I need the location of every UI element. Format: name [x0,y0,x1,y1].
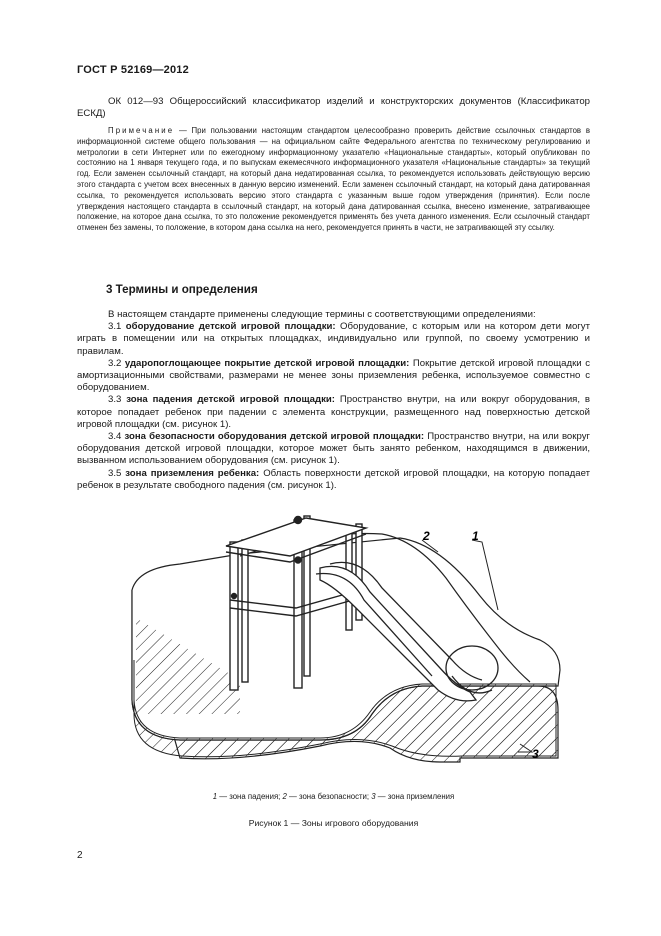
term-number: 3.3 [108,394,127,406]
term-3-5 [77,468,590,492]
callout-3: 3 [532,747,539,761]
playground-zones-figure [120,500,570,770]
note-paragraph [77,126,590,234]
term-definition: Область поверхности детской игровой площадки, на которую попадает ребенок в результате свободного падения (см. рисунок 1). [77,467,590,491]
term-3-3 [77,394,590,431]
section-title: 3 Термины и определения [106,283,258,296]
legend-text: — зона безопасности; [286,792,372,801]
term-name: зона безопасности оборудования детской игровой площадки: [124,431,425,443]
term-3-2 [77,358,590,395]
callout-1: 1 [472,529,479,543]
legend-text: — зона приземления [375,792,455,801]
note-block [77,126,590,234]
legend-num: 2 [282,792,287,801]
document-header: ГОСТ Р 52169—2012 [77,64,189,76]
term-definition: Покрытие детской игровой площадки с амортизационными свойствами, размерами не менее зоны приземления ребенка, используемое совместно с оборудованием. [77,357,590,394]
term-number: 3.2 [108,357,125,369]
term-name: зона падения детской игровой площадки: [126,394,335,406]
term-number: 3.1 [108,321,126,333]
note-label: Примечание [108,126,175,135]
section-intro: В настоящем стандарте применены следующие термины с соответствующими определениями: [108,309,536,320]
legend-text: — зона падения; [217,792,283,801]
term-name: ударопоглощающее покрытие детской игровой площадки: [124,357,410,369]
term-number: 3.5 [108,467,126,479]
callout-2: 2 [423,529,430,543]
figure-caption: Рисунок 1 — Зоны игрового оборудования [248,818,419,828]
term-definition: Пространство внутри, на или вокруг оборудования, в которое попадает ребенок при падении с элемента конструкции, размещенного над поверхностью детской игровой площадки (см. рисунок 1). [77,394,590,430]
term-definition: Пространство внутри, на или вокруг оборудования детской игровой площадки, которое может быть занято ребенком, находящимся в движении, вызванном использованием оборудования (см. рисунок 1). [77,431,590,467]
legend-num: 3 [371,792,376,801]
term-number: 3.4 [108,431,125,443]
page-number: 2 [77,850,83,861]
terms-block [77,309,590,492]
figure-legend [77,792,590,801]
term-definition: Оборудование, с которым или на котором дети могут играть в помещении или на открытых площадках, индивидуально или группой, по своему усмотрению и правилам. [77,321,590,357]
term-3-1 [77,321,590,358]
ok-reference-block [77,96,590,120]
note-text: — При пользовании настоящим стандартом целесообразно проверить действие ссылочных стандартов в информационной системе общего пользования — на официальном сайте Федерального агентства по техническому регулированию и метрологии в сети Интернет или по ежегодному информационному указателю «Национальные стандарты», который опубликован по состоянию на 1 января текущего года, и по выпускам ежемесячного информационного указателя «Национальные стандарты» за текущий год. Если заменен ссылочный стандарт, на который дана недатированная ссылка, то рекомендуется использовать действующую версию этого стандарта с учетом всех внесенных в данную версию изменений. Если заменен ссылочный стандарт, на который дана датированная ссылка, то рекомендуется использовать версию этого стандарта с указанным выше годом утверждения (принятия). Если после утверждения настоящего стандарта в ссылочный стандарт, на который дана датированная ссылка, внесено изменение, затрагивающее положение, на которое дана ссылка, то это положение рекомендуется применять без учета данного изменения. Если ссылочный стандарт отменен без замены, то положение, в котором дана ссылка на него, рекомендуется принять в части, не затрагивающей эту ссылку. [77,126,590,233]
term-name: зона приземления ребенка: [125,467,260,479]
term-name: оборудование детской игровой площадки: [125,321,336,333]
legend-num: 1 [212,792,218,801]
term-3-4 [77,431,590,468]
ok-reference: ОК 012—93 Общероссийский классификатор изделий и конструкторских документов (Классификатор ЕСКД) [77,96,590,120]
